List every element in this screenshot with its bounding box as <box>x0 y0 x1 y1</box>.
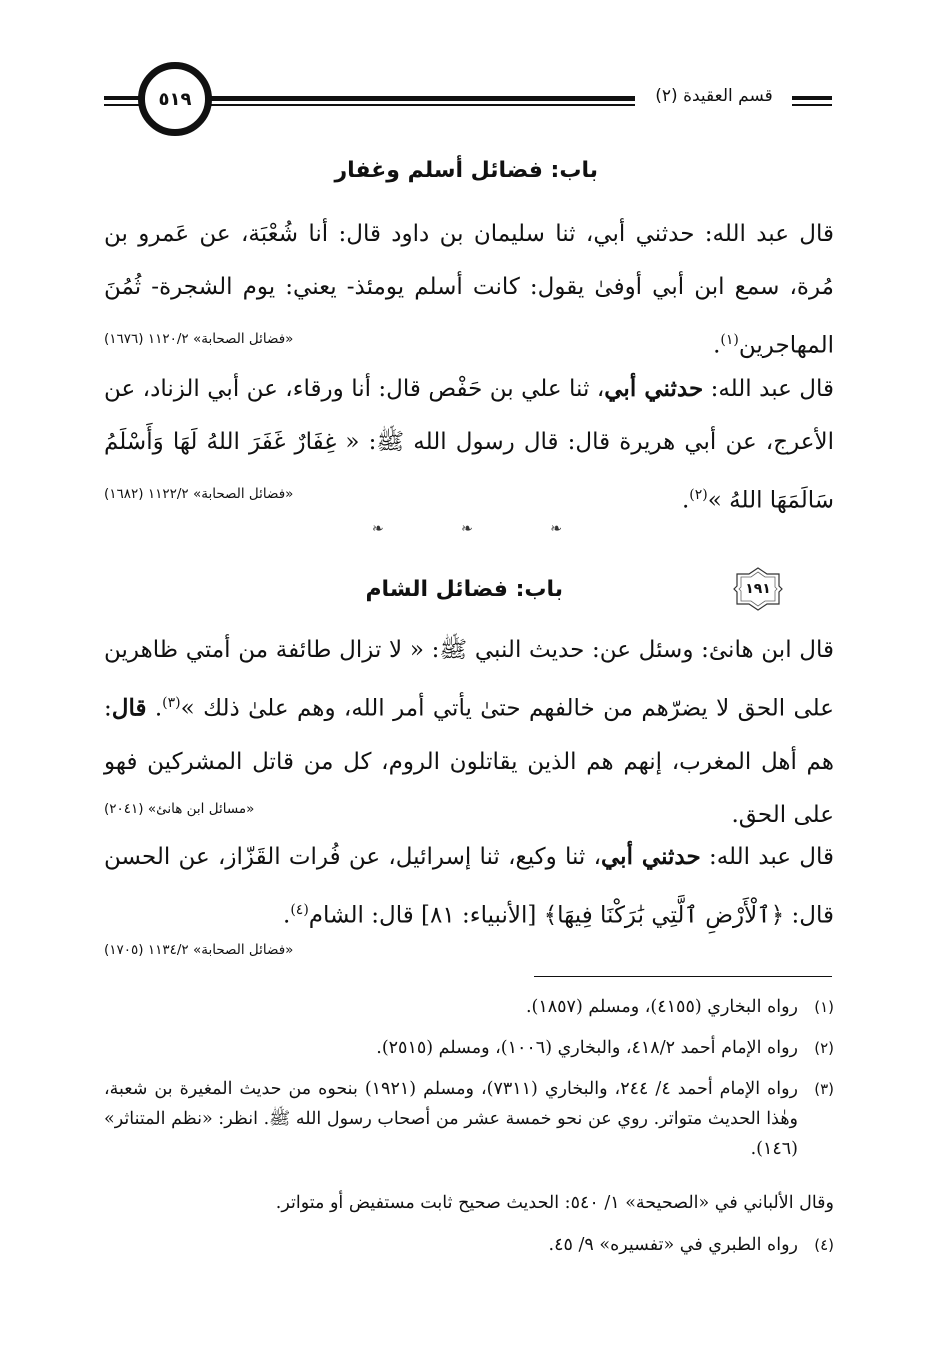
footnote-item <box>104 1033 834 1063</box>
narrator-bold: حدثني أبي <box>604 375 704 402</box>
paragraph-text: قال ابن هانئ: وسئل عن: حديث النبي ﷺ: « لا تزال طائفة من أمتي ظاهرين على الحق لا يضرّهم من خالفهم حتىٰ يأتي أمر الله، وهم علىٰ ذلك » <box>104 637 834 722</box>
source-reference: «مسائل ابن هانئ» (٢٠٤١) <box>104 801 255 817</box>
page-number-badge <box>138 62 212 136</box>
footnote-ref: (١) <box>720 332 739 348</box>
qala-bold: قال <box>111 694 147 722</box>
section-title-sham: باب: فضائل الشام <box>365 577 563 602</box>
source-reference: «فضائل الصحابة» ١١٢٠/٢ (١٦٧٦) <box>104 331 294 347</box>
footnote-ref: (٣) <box>162 695 181 711</box>
section-title-aslam-ghifar: باب: فضائل أسلم وغفار <box>334 158 598 183</box>
section-number-medallion <box>733 566 783 612</box>
footnote-number: (٣) <box>814 1080 834 1098</box>
paragraph-ghifar: قال عبد الله: حدثني أبي، ثنا علي بن حَفْص قال: أنا ورقاء، عن أبي الزناد، عن الأعرج، عن أبي هريرة قال: قال رسول الله ﷺ: « غِفَارٌ غَفَرَ اللهُ لَهَا وَأَسْلَمُ سَالَمَهَا اللهُ »$^{(٢)}$. <box>104 375 835 514</box>
ornament-icon: ❧ <box>372 521 384 537</box>
footnote-text: رواه الإمام أحمد ٤١٨/٢، والبخاري (١٠٠٦)، ومسلم (٢٥١٥). <box>376 1038 798 1058</box>
paragraph-sham-quran: قال عبد الله: حدثني أبي، ثنا وكيع، ثنا إسرائيل، عن فُرات القَزّاز، عن الحسن قال: ﴿ٱلْأَرْضِ ٱلَّتِي بَٰرَكْنَا فِيهَا﴾ [الأنبياء: ٨١] قال: الشام$^{(٤)}$. <box>104 843 834 929</box>
paragraph-sham-hadith: قال ابن هانئ: وسئل عن: حديث النبي ﷺ: « لا تزال طائفة من أمتي ظاهرين على الحق لا يضرّهم من خالفهم حتىٰ يأتي أمر الله، وهم علىٰ ذلك »$^{(٣)}$. قال: هم أهل المغرب، إنهم هم الذين يقاتلون الروم، كل من قاتل المشركين فهو على الحق. <box>104 637 834 828</box>
footnote-text: رواه الطبري في «تفسيره» ٩/ ٤٥. <box>548 1235 798 1255</box>
footnote-divider <box>534 976 832 977</box>
footnote-text: رواه البخاري (٤١٥٥)، ومسلم (١٨٥٧). <box>525 997 798 1017</box>
header-rule-main <box>205 96 635 101</box>
header-rule-right-2 <box>792 104 832 106</box>
footnote-number: (٢) <box>814 1039 834 1057</box>
footnote-item <box>104 1074 834 1164</box>
paragraph-prefix: قال عبد الله: <box>703 376 835 402</box>
footnote-ref: (٤) <box>290 902 309 918</box>
paragraph-text: قال عبد الله: حدثني أبي، ثنا سليمان بن داود قال: أنا شُعْبَة، عن عَمرو بن مُرة، سمع ابن أبي أوفىٰ يقول: كانت أسلم يومئذ- يعني: يوم الشجرة- ثُمُنَ المهاجرين <box>104 221 834 359</box>
section-number: ١٩١ <box>745 581 771 597</box>
ornament-separator <box>372 520 562 538</box>
paragraph-text: ، ثنا وكيع، ثنا إسرائيل، عن فُرات القَزّاز، عن الحسن قال: ﴿ٱلْأَرْضِ ٱلَّتِي بَٰرَكْنَا فِيهَا﴾ [الأنبياء: ٨١] قال: الشام <box>104 844 834 929</box>
ornament-icon: ❧ <box>550 521 562 537</box>
footnote-number: (٤) <box>814 1236 834 1254</box>
footnote-text: رواه الإمام أحمد ٤/ ٢٤٤، والبخاري (٧٣١١)، ومسلم (١٩٢١) بنحوه من حديث المغيرة بن شعبة، وهٰذا الحديث متواتر. روي عن نحو خمسة عشر من أصحاب رسول الله ﷺ. انظر: «نظم المتناثر» (١٤٦). <box>104 1079 798 1159</box>
footnote-ref: (٢) <box>689 487 708 503</box>
paragraph-aslam: قال عبد الله: حدثني أبي، ثنا سليمان بن داود قال: أنا شُعْبَة، عن عَمرو بن مُرة، سمع ابن أبي أوفىٰ يقول: كانت أسلم يومئذ- يعني: يوم الشجرة- ثُمُنَ المهاجرين$^{(١)}$. <box>104 221 834 359</box>
header-rule-main-2 <box>205 104 635 106</box>
paragraph-text: ، ثنا علي بن حَفْص قال: أنا ورقاء، عن أبي الزناد، عن الأعرج، عن أبي هريرة قال: قال رسول الله ﷺ: « غِفَارٌ غَفَرَ اللهُ لَهَا وَأَسْلَمُ سَالَمَهَا اللهُ » <box>104 376 834 514</box>
footnote-number: (١) <box>814 998 834 1016</box>
footnote-item <box>104 992 834 1022</box>
paragraph-text-rest: : هم أهل المغرب، إنهم هم الذين يقاتلون الروم، كل من قاتل المشركين فهو على الحق. <box>104 695 834 828</box>
footnote-item <box>104 1230 834 1260</box>
ornament-icon: ❧ <box>461 521 473 537</box>
footnote-item <box>104 1188 834 1218</box>
paragraph-prefix: قال عبد الله: <box>700 844 834 870</box>
narrator-bold: حدثني أبي <box>601 843 701 870</box>
header-rule-right <box>792 96 832 100</box>
running-head: قسم العقيدة (٢) <box>640 86 788 106</box>
page-number: ٥١٩ <box>158 88 192 110</box>
footnote-text: وقال الألباني في «الصحيحة» ١/ ٥٤٠: الحديث صحيح ثابت مستفيض أو متواتر. <box>275 1193 834 1213</box>
source-reference: «فضائل الصحابة» ١١٢٢/٢ (١٦٨٢) <box>104 486 294 502</box>
source-reference: «فضائل الصحابة» ١١٣٤/٢ (١٧٠٥) <box>104 942 294 958</box>
